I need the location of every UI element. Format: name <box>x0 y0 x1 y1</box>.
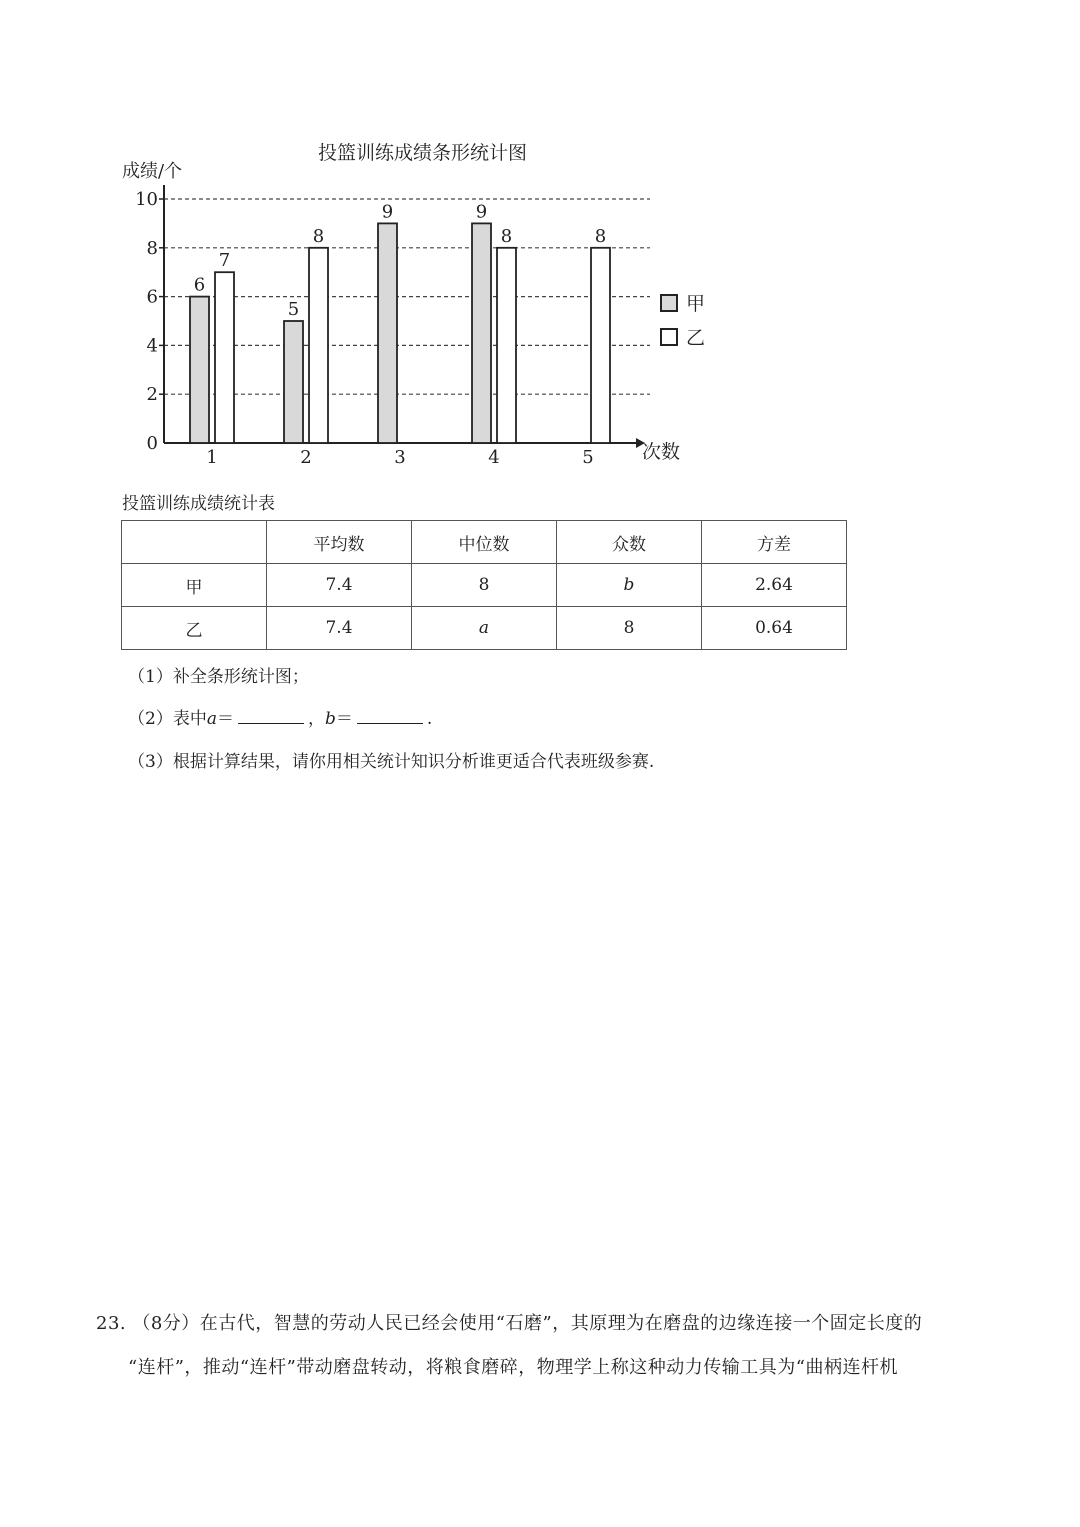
x-tick-label: 1 <box>206 447 218 468</box>
table-header-cell: 平均数 <box>267 521 412 564</box>
table-header-cell: 众数 <box>557 521 702 564</box>
table-caption: 投篮训练成绩统计表 <box>122 494 275 514</box>
answer-blank-a[interactable] <box>238 709 304 724</box>
data-label: 5 <box>287 299 300 320</box>
bar-jia <box>472 223 491 443</box>
y-tick-label: 8 <box>146 237 158 259</box>
legend-item-yi <box>660 323 705 350</box>
table-header-cell: 方差 <box>702 521 847 564</box>
problem-23-line-1: 23. （8分）在古代，智慧的劳动人民已经会使用“石磨”，其原理为在磨盘的边缘连接一个固定长度的 <box>96 1313 923 1334</box>
table-cell: 7.4 <box>267 564 412 607</box>
x-tick-label: 5 <box>582 447 594 468</box>
y-tick-label: 0 <box>146 433 158 454</box>
data-label: 7 <box>218 250 231 272</box>
y-tick-label: 6 <box>146 286 158 308</box>
bar-yi <box>591 248 610 443</box>
problem-23-line-2: “连杆”，推动“连杆”带动磨盘转动，将粮食磨碎，物理学上称这种动力传输工具为“曲柄连杆机 <box>128 1357 899 1378</box>
question-2-prefix: （2）表中 <box>128 709 207 729</box>
bar-jia <box>284 321 303 443</box>
data-label: 9 <box>475 201 488 223</box>
answer-blank-b[interactable] <box>357 709 423 724</box>
equals-sign: ＝ <box>335 709 353 729</box>
table-header-row <box>122 521 847 564</box>
question-3: （3）根据计算结果，请你用相关统计知识分析谁更适合代表班级参赛. <box>128 752 655 772</box>
legend-swatch-yi <box>660 328 678 346</box>
bar-chart <box>0 0 1080 480</box>
data-label: 6 <box>193 274 206 296</box>
separator: ， <box>307 709 325 729</box>
bar-jia <box>190 297 209 443</box>
table-cell: 8 <box>557 607 702 650</box>
y-tick-label: 10 <box>135 189 158 210</box>
table-row <box>122 564 847 607</box>
bar-jia <box>378 223 397 443</box>
table-cell: 2.64 <box>702 564 847 607</box>
x-tick-label: 4 <box>488 447 500 468</box>
table-cell: a <box>412 607 557 650</box>
y-tick-label: 2 <box>146 384 158 406</box>
data-label: 9 <box>381 201 394 223</box>
question-1: （1）补全条形统计图； <box>128 667 309 687</box>
legend-item-jia <box>660 289 705 316</box>
table-cell: 乙 <box>122 607 267 650</box>
legend-label-jia: 甲 <box>686 293 706 315</box>
data-label: 8 <box>594 225 607 247</box>
table-row <box>122 607 847 650</box>
table-cell: 甲 <box>122 564 267 607</box>
bar-yi <box>215 272 234 443</box>
table-header-cell <box>122 521 267 564</box>
x-tick-label: 3 <box>394 447 406 468</box>
variable-b: b <box>324 709 336 729</box>
period: . <box>426 709 433 729</box>
question-2 <box>128 704 432 729</box>
table-cell: 0.64 <box>702 607 847 650</box>
bar-yi <box>497 248 516 443</box>
data-label: 8 <box>500 225 513 247</box>
bar-yi <box>309 248 328 443</box>
variable-a: a <box>206 709 217 729</box>
data-label: 8 <box>312 225 325 247</box>
y-axis-label: 成绩/个 <box>122 161 183 182</box>
y-tick-label: 4 <box>146 335 158 357</box>
table-cell: 8 <box>412 564 557 607</box>
stats-table <box>121 520 847 650</box>
table-cell: 7.4 <box>267 607 412 650</box>
x-axis-label: 次数 <box>642 441 681 463</box>
equals-sign: ＝ <box>216 709 234 729</box>
chart-title: 投篮训练成绩条形统计图 <box>318 142 528 164</box>
legend-swatch-jia <box>660 294 678 312</box>
table-header-cell: 中位数 <box>412 521 557 564</box>
table-cell: b <box>557 564 702 607</box>
legend-label-yi: 乙 <box>686 327 706 349</box>
x-tick-label: 2 <box>300 447 312 468</box>
